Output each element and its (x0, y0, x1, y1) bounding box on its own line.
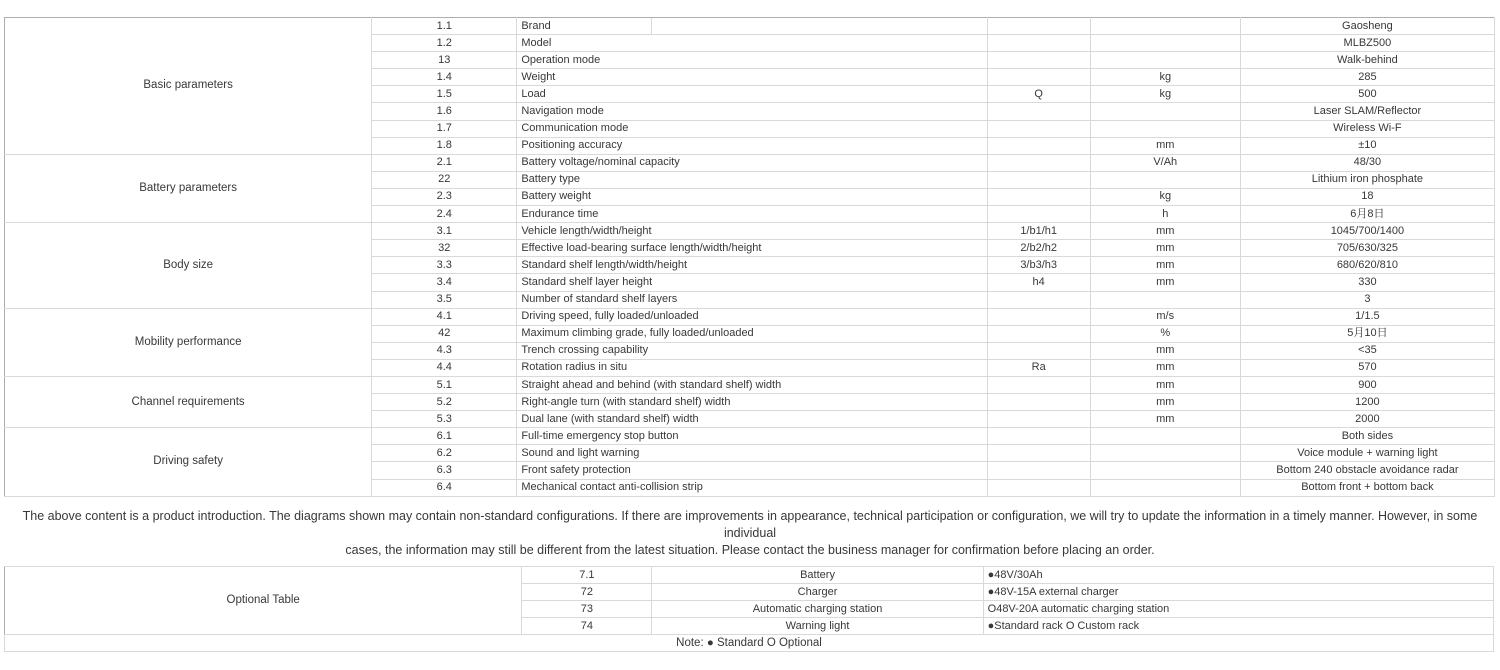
cell-parameter: Full-time emergency stop button (517, 428, 987, 445)
cell-symbol: 3/b3/h3 (987, 257, 1090, 274)
cell-number: 4.3 (372, 342, 517, 359)
cell-number: 6.4 (372, 479, 517, 496)
cell-unit (1090, 171, 1240, 188)
cell-number: 3.1 (372, 223, 517, 240)
table-row (5, 18, 1495, 35)
cell-value: 570 (1240, 359, 1494, 376)
cell-number: 2.1 (372, 154, 517, 171)
cell-symbol (987, 103, 1090, 120)
optional-table (4, 566, 1494, 652)
section-label: Optional Table (5, 567, 522, 635)
cell-value: Lithium iron phosphate (1240, 171, 1494, 188)
cell-parameter: Standard shelf layer height (517, 274, 987, 291)
cell-value: 900 (1240, 376, 1494, 393)
cell-value: 6月8日 (1240, 206, 1494, 223)
spec-table (4, 17, 1495, 497)
cell-value: 3 (1240, 291, 1494, 308)
cell-symbol (987, 445, 1090, 462)
cell-unit: mm (1090, 394, 1240, 411)
note-text: Note: ● Standard O Optional (5, 635, 1494, 652)
cell-value: MLBZ500 (1240, 35, 1494, 52)
cell-symbol (987, 206, 1090, 223)
cell-number: 5.1 (372, 376, 517, 393)
cell-parameter: Front safety protection (517, 462, 987, 479)
cell-number: 22 (372, 171, 517, 188)
cell-parameter: Model (517, 35, 987, 52)
note-row (5, 635, 1494, 652)
cell-number: 74 (522, 618, 652, 635)
cell-parameter: Communication mode (517, 120, 987, 137)
cell-symbol (987, 154, 1090, 171)
disclaimer-line-1: The above content is a product introduction. The diagrams shown may contain non-standard configurations. If there are improvements in appearance, technical participation or configuration, we will try to update the information in a timely manner. However, in some individual (22, 509, 1478, 540)
cell-unit (1090, 462, 1240, 479)
cell-value: 1200 (1240, 394, 1494, 411)
cell-unit (1090, 445, 1240, 462)
cell-symbol: 1/b1/h1 (987, 223, 1090, 240)
cell-number: 4.1 (372, 308, 517, 325)
cell-symbol: h4 (987, 274, 1090, 291)
cell-number: 4.4 (372, 359, 517, 376)
cell-number: 7.1 (522, 567, 652, 584)
cell-parameter: Driving speed, fully loaded/unloaded (517, 308, 987, 325)
section-label: Body size (5, 223, 372, 308)
cell-symbol (987, 462, 1090, 479)
cell-symbol (987, 69, 1090, 86)
cell-value: 330 (1240, 274, 1494, 291)
cell-parameter: Dual lane (with standard shelf) width (517, 411, 987, 428)
cell-parameter: Operation mode (517, 52, 987, 69)
cell-parameter: Weight (517, 69, 987, 86)
cell-number: 3.5 (372, 291, 517, 308)
cell-value: ±10 (1240, 137, 1494, 154)
cell-unit: mm (1090, 240, 1240, 257)
cell-symbol: 2/b2/h2 (987, 240, 1090, 257)
cell-value: ●48V-15A external charger (983, 584, 1493, 601)
cell-unit (1090, 291, 1240, 308)
cell-symbol: Ra (987, 359, 1090, 376)
section-label: Mobility performance (5, 308, 372, 376)
table-row (5, 308, 1495, 325)
cell-unit: mm (1090, 376, 1240, 393)
cell-number: 72 (522, 584, 652, 601)
cell-number: 5.2 (372, 394, 517, 411)
cell-value: Walk-behind (1240, 52, 1494, 69)
section-label: Basic parameters (5, 18, 372, 155)
cell-value: 2000 (1240, 411, 1494, 428)
cell-value: Bottom front + bottom back (1240, 479, 1494, 496)
cell-value: 18 (1240, 188, 1494, 205)
cell-parameter: Effective load-bearing surface length/width/height (517, 240, 987, 257)
table-row (5, 223, 1495, 240)
cell-symbol (987, 120, 1090, 137)
section-label: Driving safety (5, 428, 372, 496)
cell-number: 1.4 (372, 69, 517, 86)
cell-symbol (987, 18, 1090, 35)
cell-parameter: Sound and light warning (517, 445, 987, 462)
spec-table-body (5, 18, 1495, 497)
cell-unit (1090, 52, 1240, 69)
cell-number: 1.1 (372, 18, 517, 35)
cell-number: 6.3 (372, 462, 517, 479)
cell-unit (1090, 103, 1240, 120)
cell-symbol (987, 35, 1090, 52)
cell-unit: mm (1090, 359, 1240, 376)
cell-parameter: Load (517, 86, 987, 103)
cell-unit: % (1090, 325, 1240, 342)
table-row (5, 376, 1495, 393)
cell-symbol (987, 394, 1090, 411)
cell-number: 6.2 (372, 445, 517, 462)
cell-value: Wireless Wi-F (1240, 120, 1494, 137)
cell-parameter: Positioning accuracy (517, 137, 987, 154)
cell-value: Voice module + warning light (1240, 445, 1494, 462)
cell-symbol (987, 171, 1090, 188)
cell-number: 32 (372, 240, 517, 257)
cell-parameter: Battery weight (517, 188, 987, 205)
cell-unit (1090, 479, 1240, 496)
cell-parameter: Battery type (517, 171, 987, 188)
cell-value: 285 (1240, 69, 1494, 86)
cell-number: 1.7 (372, 120, 517, 137)
cell-number: 5.3 (372, 411, 517, 428)
section-label: Channel requirements (5, 376, 372, 427)
cell-unit: mm (1090, 411, 1240, 428)
cell-unit: mm (1090, 257, 1240, 274)
cell-number: 2.3 (372, 188, 517, 205)
cell-unit (1090, 35, 1240, 52)
cell-parameter: Straight ahead and behind (with standard shelf) width (517, 376, 987, 393)
cell-value: Gaosheng (1240, 18, 1494, 35)
cell-unit (1090, 120, 1240, 137)
cell-name: Warning light (652, 618, 983, 635)
cell-unit: h (1090, 206, 1240, 223)
cell-symbol (987, 137, 1090, 154)
cell-symbol (987, 428, 1090, 445)
cell-symbol (987, 52, 1090, 69)
cell-number: 3.4 (372, 274, 517, 291)
cell-unit: mm (1090, 342, 1240, 359)
cell-number: 6.1 (372, 428, 517, 445)
section-label: Battery parameters (5, 154, 372, 222)
cell-number: 73 (522, 601, 652, 618)
cell-parameter: Number of standard shelf layers (517, 291, 987, 308)
cell-value: 500 (1240, 86, 1494, 103)
cell-number: 1.6 (372, 103, 517, 120)
cell-unit (1090, 18, 1240, 35)
cell-unit: kg (1090, 86, 1240, 103)
cell-symbol (987, 188, 1090, 205)
cell-unit: kg (1090, 188, 1240, 205)
cell-parameter: Rotation radius in situ (517, 359, 987, 376)
cell-number: 42 (372, 325, 517, 342)
cell-value: O48V-20A automatic charging station (983, 601, 1493, 618)
cell-unit: kg (1090, 69, 1240, 86)
cell-unit: mm (1090, 223, 1240, 240)
cell-unit (1090, 428, 1240, 445)
cell-parameter: Endurance time (517, 206, 987, 223)
cell-value: ●Standard rack O Custom rack (983, 618, 1493, 635)
cell-symbol (987, 291, 1090, 308)
cell-name: Charger (652, 584, 983, 601)
cell-value: ●48V/30Ah (983, 567, 1493, 584)
cell-number: 1.8 (372, 137, 517, 154)
cell-number: 3.3 (372, 257, 517, 274)
table-row (5, 567, 1494, 584)
cell-parameter: Battery voltage/nominal capacity (517, 154, 987, 171)
cell-value: 48/30 (1240, 154, 1494, 171)
cell-parameter: Navigation mode (517, 103, 987, 120)
disclaimer-line-2: cases, the information may still be different from the latest situation. Please contact the business manager for confirmation before placing an order. (345, 543, 1155, 557)
cell-symbol (987, 342, 1090, 359)
cell-parameter: Standard shelf length/width/height (517, 257, 987, 274)
cell-value: Bottom 240 obstacle avoidance radar (1240, 462, 1494, 479)
cell-parameter: Maximum climbing grade, fully loaded/unloaded (517, 325, 987, 342)
cell-number: 1.5 (372, 86, 517, 103)
cell-symbol (987, 411, 1090, 428)
cell-number: 1.2 (372, 35, 517, 52)
cell-value: 1/1.5 (1240, 308, 1494, 325)
cell-parameter: Mechanical contact anti-collision strip (517, 479, 987, 496)
cell-parameter: Trench crossing capability (517, 342, 987, 359)
cell-value: 1045/700/1400 (1240, 223, 1494, 240)
cell-value: 680/620/810 (1240, 257, 1494, 274)
cell-value: <35 (1240, 342, 1494, 359)
cell-name: Battery (652, 567, 983, 584)
cell-symbol (987, 376, 1090, 393)
cell-number: 2.4 (372, 206, 517, 223)
cell-unit: mm (1090, 137, 1240, 154)
cell-symbol: Q (987, 86, 1090, 103)
cell-number: 13 (372, 52, 517, 69)
cell-value: 705/630/325 (1240, 240, 1494, 257)
cell-symbol (987, 479, 1090, 496)
optional-table-body (5, 567, 1494, 652)
cell-symbol (987, 308, 1090, 325)
cell-value: 5月10日 (1240, 325, 1494, 342)
cell-unit: mm (1090, 274, 1240, 291)
cell-value: Both sides (1240, 428, 1494, 445)
cell-parameter: Vehicle length/width/height (517, 223, 987, 240)
cell-symbol (987, 325, 1090, 342)
table-row (5, 428, 1495, 445)
disclaimer-text (0, 508, 1500, 559)
cell-value: Laser SLAM/Reflector (1240, 103, 1494, 120)
cell-unit: V/Ah (1090, 154, 1240, 171)
cell-unit: m/s (1090, 308, 1240, 325)
cell-name: Automatic charging station (652, 601, 983, 618)
cell-parameter: Brand (517, 18, 987, 35)
table-row (5, 154, 1495, 171)
cell-parameter: Right-angle turn (with standard shelf) width (517, 394, 987, 411)
